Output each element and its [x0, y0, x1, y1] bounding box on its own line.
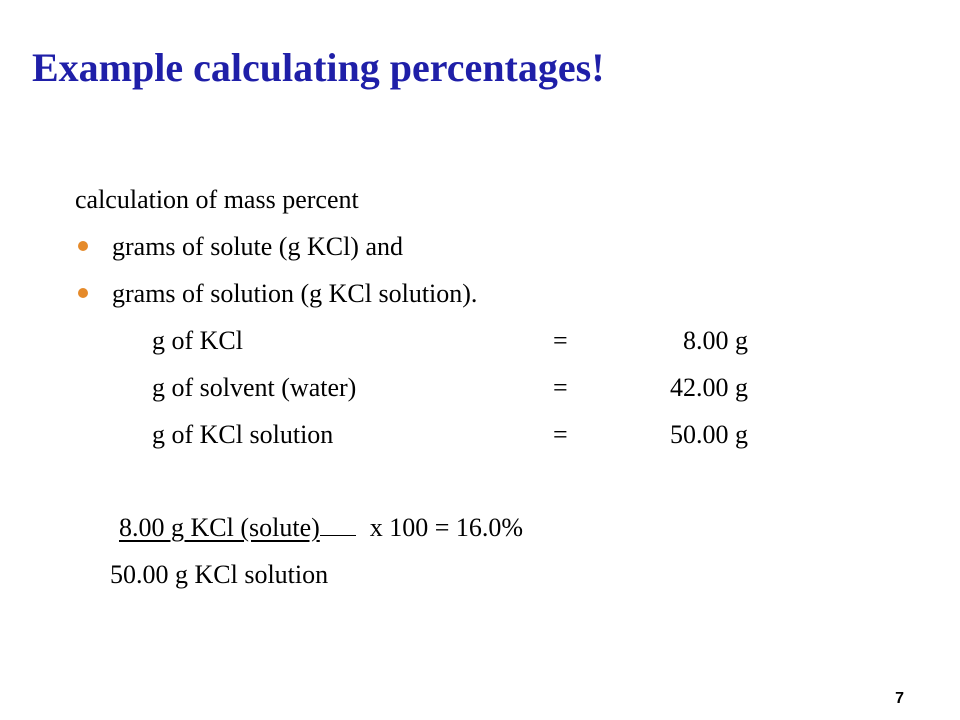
intro-text: calculation of mass percent	[75, 185, 359, 214]
mass-row-kcl	[75, 317, 748, 364]
row-label: g of solvent (water)	[152, 373, 357, 402]
fraction-denominator: 50.00 g KCl solution	[110, 560, 329, 589]
row-equals: =	[553, 420, 568, 449]
fraction-bar-extension	[320, 510, 356, 536]
row-value: 8.00 g	[683, 326, 748, 355]
bullet-dot-icon	[78, 288, 88, 298]
bullet-item	[75, 270, 523, 317]
row-label: g of KCl	[152, 326, 243, 355]
bullet-dot-icon	[78, 241, 88, 251]
row-label: g of KCl solution	[152, 420, 334, 449]
fraction-numerator: 8.00 g KCl (solute)	[119, 513, 320, 542]
row-value: 50.00 g	[670, 420, 748, 449]
page-number: 7	[895, 690, 904, 707]
mass-row-solvent	[75, 364, 748, 411]
row-equals: =	[553, 326, 568, 355]
bullet-item	[75, 223, 523, 270]
bullet-text: grams of solution (g KCl solution).	[112, 279, 478, 308]
fraction-multiplier: x 100 = 16.0%	[369, 513, 524, 542]
row-equals: =	[553, 373, 568, 402]
slide-title: Example calculating percentages!	[32, 45, 605, 90]
bullet-text: grams of solute (g KCl) and	[112, 232, 404, 261]
row-value: 42.00 g	[670, 373, 748, 402]
slide-body	[75, 176, 748, 598]
mass-row-solution	[75, 411, 748, 458]
fraction-numerator-line	[75, 504, 523, 551]
